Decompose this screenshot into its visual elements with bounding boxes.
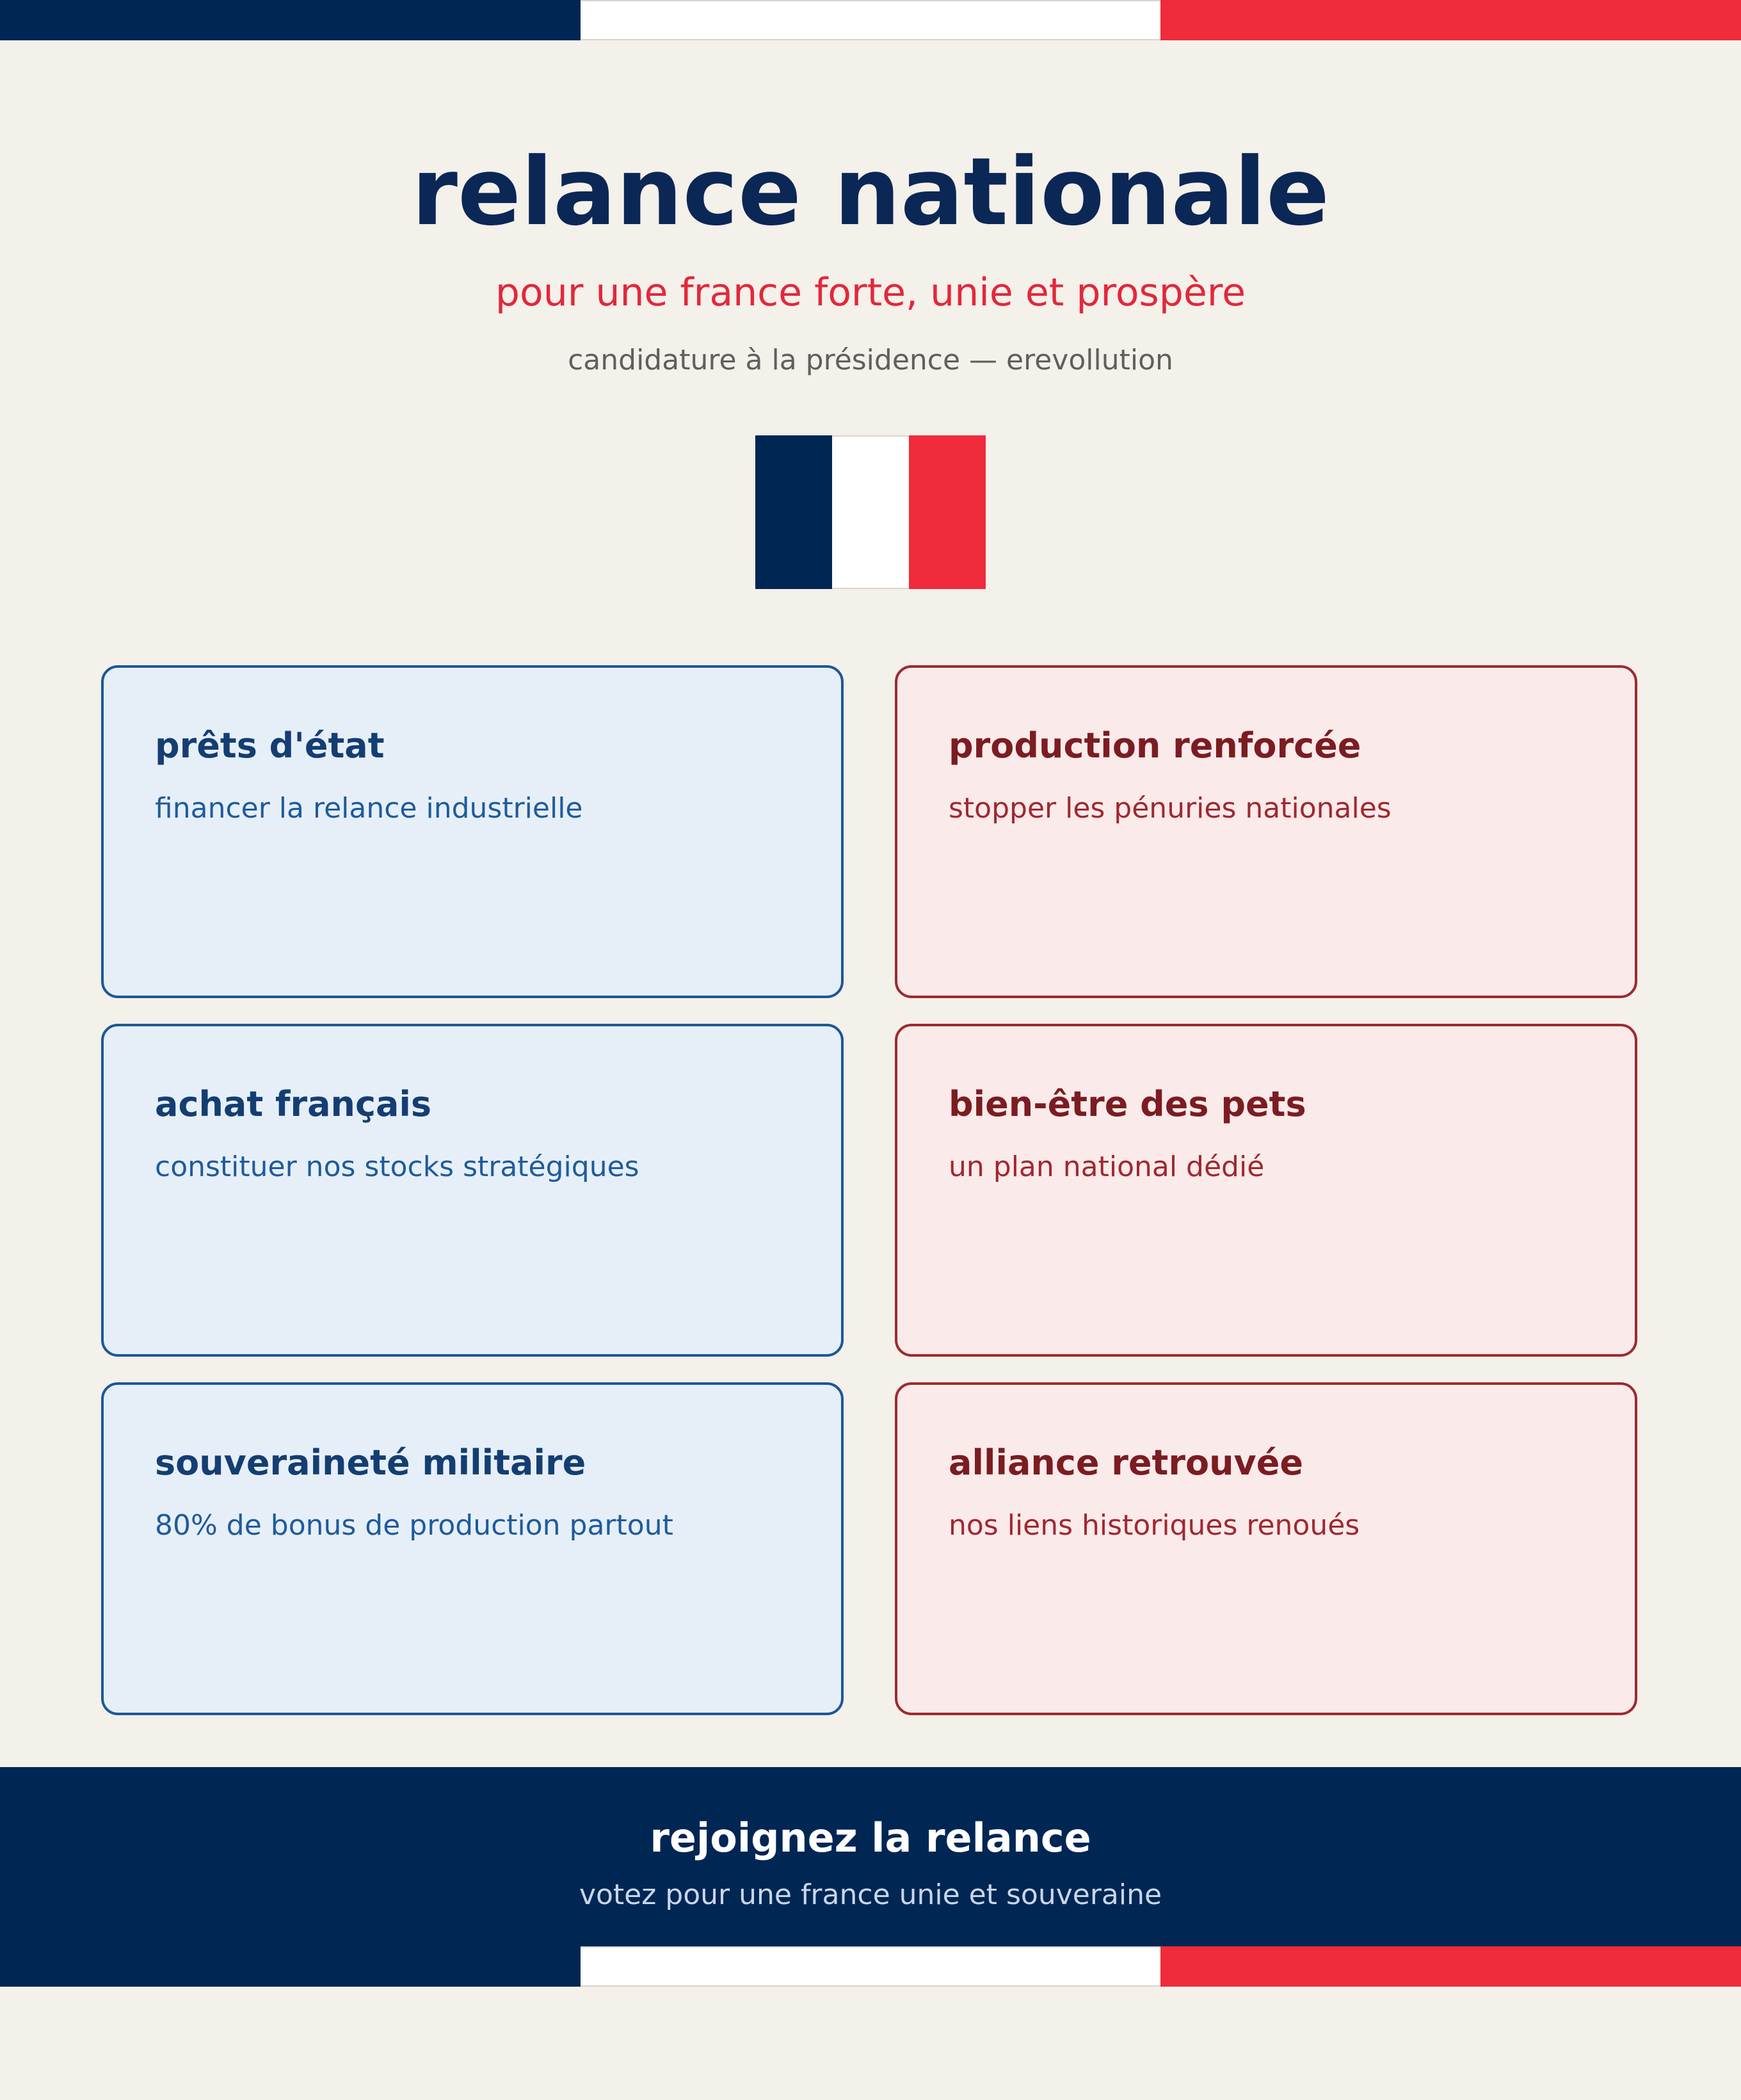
card-prets-detat: [101, 665, 844, 998]
card-description: financer la relance industrielle: [155, 792, 583, 825]
card-title: prêts d'état: [155, 725, 385, 766]
card-description: stopper les pénuries nationales: [949, 792, 1392, 825]
footer-title: rejoignez la relance: [650, 1814, 1091, 1861]
french-flag-icon: [755, 435, 986, 589]
bottom-bar-red-segment: [1160, 1946, 1741, 1987]
card-bien-etre-des-pets: [895, 1024, 1637, 1357]
flag-white-stripe: [832, 435, 909, 589]
card-title: bien-être des pets: [949, 1084, 1306, 1124]
top-bar-white-segment: [581, 0, 1161, 40]
card-title: production renforcée: [949, 725, 1361, 766]
top-bar-red-segment: [1160, 0, 1741, 40]
bottom-tricolor-bar: [0, 1946, 1741, 1987]
card-description: nos liens historiques renoués: [949, 1509, 1360, 1542]
top-tricolor-bar: [0, 0, 1741, 40]
card-description: 80% de bonus de production partout: [155, 1509, 673, 1542]
flag-red-stripe: [909, 435, 986, 589]
card-description: constituer nos stocks stratégiques: [155, 1151, 639, 1183]
top-bar-blue-segment: [0, 0, 581, 40]
card-description: un plan national dédié: [949, 1151, 1265, 1183]
page-title: relance nationale: [411, 138, 1330, 246]
card-title: achat français: [155, 1084, 432, 1124]
card-title: souveraineté militaire: [155, 1442, 586, 1483]
page-tagline: candidature à la présidence — erevollution: [568, 344, 1173, 376]
bottom-bar-white-segment: [581, 1946, 1161, 1987]
card-title: alliance retrouvée: [949, 1442, 1303, 1483]
flag-blue-stripe: [755, 435, 832, 589]
card-production-renforcee: [895, 665, 1637, 998]
footer-subtitle: votez pour une france unie et souveraine: [579, 1878, 1162, 1911]
card-alliance-retrouvee: [895, 1382, 1637, 1715]
footer-banner: [0, 1767, 1741, 1946]
bottom-bar-blue-segment: [0, 1946, 581, 1987]
card-souverainete-militaire: [101, 1382, 844, 1715]
page-subtitle: pour une france forte, unie et prospère: [495, 270, 1246, 315]
card-achat-francais: [101, 1024, 844, 1357]
